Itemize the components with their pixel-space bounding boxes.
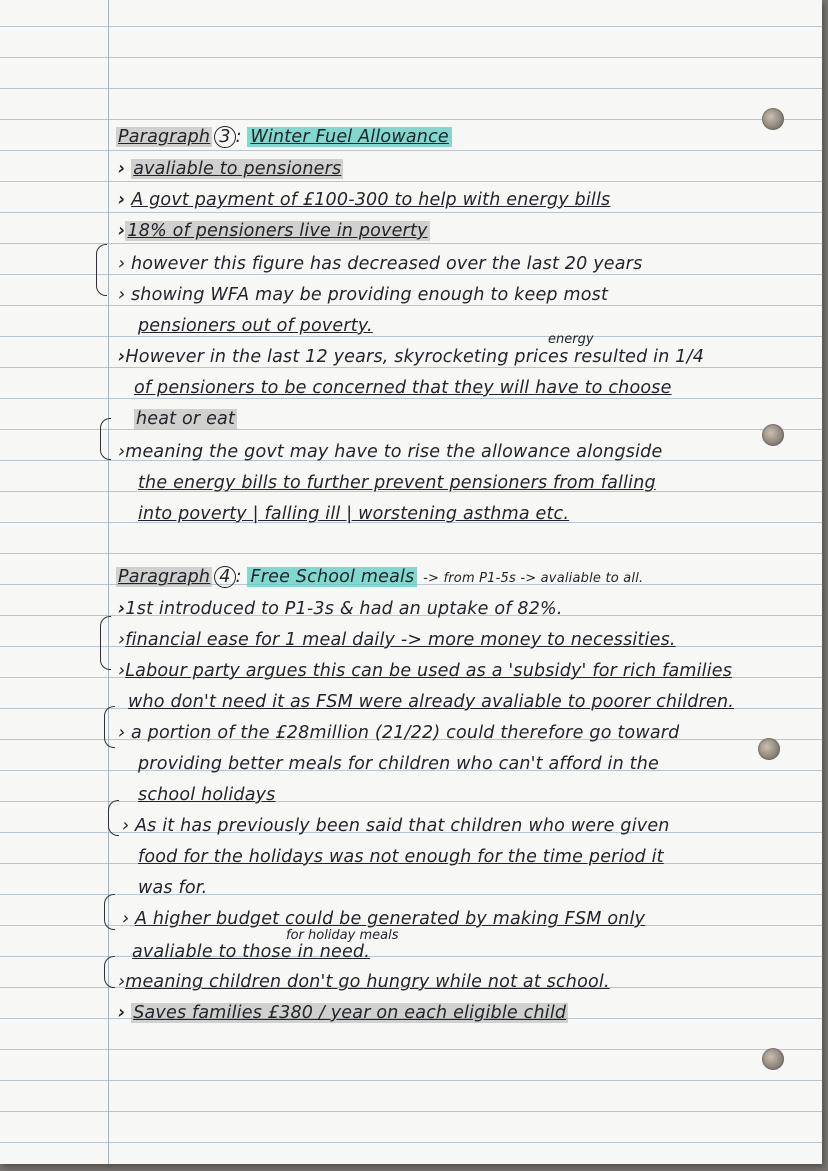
p3-line-9 [134,408,237,430]
bracket [100,616,111,670]
margin-line [108,0,109,1164]
p3-text: However in the last 12 years, skyrocketing prices resulted in 1/4 [125,347,705,367]
p3-line-4: › however this figure has decreased over the last 20 years [118,254,643,274]
p3-line-10: ›meaning the govt may have to rise the allowance alongside [118,442,663,462]
bracket [104,894,115,930]
p3-text: into poverty | falling ill | worstening asthma etc. [138,504,570,524]
p3-text: showing WFA may be providing enough to keep most [130,285,609,305]
p4-text: avaliable to those in need. [132,942,371,962]
p3-text: heat or eat [136,409,236,429]
p4-text: providing better meals for children who can't afford in the [138,754,659,774]
p4-text: food for the holidays was not enough for the time period it [138,847,664,867]
p4-text: 1st introduced to P1-3s & had an uptake of 82%. [125,599,563,619]
p4-text: Saves families £380 / year on each eligible child [133,1003,567,1023]
paragraph3-colon: : [235,127,242,147]
p4-line-7 [138,784,276,806]
bracket [108,800,119,836]
paragraph4-title-suffix: -> from P1-5s -> avaliable to all. [423,571,644,586]
punch-hole [758,738,780,760]
p4-text: meaning children don't go hungry while not at school. [125,972,610,992]
p4-text: As it has previously been said that children who were given [134,816,670,836]
paragraph3-number: 3 [214,126,235,148]
bracket [104,956,115,988]
p4-text: A higher budget could be generated by making FSM only [134,909,646,929]
paragraph4-colon: : [235,567,242,587]
p3-text: however this figure has decreased over the last 20 years [130,254,643,274]
p3-text: avaliable to pensioners [133,159,342,179]
p3-text: pensioners out of poverty. [138,316,373,336]
p4-text: Labour party argues this can be used as a 'subsidy' for rich families [125,661,733,681]
p4-text: financial ease for 1 meal daily -> more money to necessities. [125,630,676,650]
p3-line-2: › A govt payment of £100-300 to help with energy bills [118,190,611,210]
paragraph3-label: Paragraph [118,127,211,147]
paragraph4-title: Free School meals [247,567,417,587]
punch-hole [762,108,784,130]
bracket [96,244,107,296]
p3-text: the energy bills to further prevent pensioners from falling [138,473,656,493]
p4-text: school holidays [138,785,276,805]
bracket [100,418,111,460]
p4-line-8: › As it has previously been said that children who were given [122,816,670,836]
paragraph3-heading [116,126,452,148]
paragraph4-heading [116,566,643,590]
p4-line-2: ›financial ease for 1 meal daily -> more money to necessities. [118,630,676,650]
p4-line-14: › Saves families £380 / year on each eligible child [118,1003,567,1023]
punch-hole [762,1048,784,1070]
p4-text: who don't need it as FSM were already avaliable to poorer children. [128,692,735,712]
p4-line-6 [138,753,659,775]
p4-line-10 [138,877,207,899]
punch-hole [762,424,784,446]
bracket [104,706,115,748]
p3-line-11 [138,472,656,494]
p3-line-5: › showing WFA may be providing enough to keep most [118,285,609,305]
p3-line-1: › avaliable to pensioners [118,159,342,179]
p4-line-3: ›Labour party argues this can be used as a 'subsidy' for rich families [118,661,733,681]
paragraph4-number: 4 [214,566,235,588]
p3-text: A govt payment of £100-300 to help with energy bills [131,190,611,210]
p3-line-6 [138,315,373,337]
paragraph3-title: Winter Fuel Allowance [247,127,451,147]
p4-line-13: ›meaning children don't go hungry while not at school. [118,972,610,992]
p3-line-12 [138,503,569,525]
p3-line-7: ›However in the last 12 years, skyrocketing prices resulted in 1/4 [118,347,705,367]
p3-text: meaning the govt may have to rise the allowance alongside [125,442,663,462]
p3-text: of pensioners to be concerned that they will have to choose [134,378,672,398]
p4-text: a portion of the £28million (21/22) could therefore go toward [130,723,680,743]
paragraph4-label: Paragraph [118,567,211,587]
p3-line-8 [134,377,672,399]
insert-energy: energy [548,332,594,347]
p4-text: was for. [138,878,208,898]
p4-line-1: ›1st introduced to P1-3s & had an uptake of 82%. [118,599,563,619]
p3-text: 18% of pensioners live in poverty [127,221,428,241]
p4-line-12 [132,941,370,963]
insert-holiday-meals: for holiday meals [286,928,399,943]
p4-line-4 [128,691,734,713]
p4-line-5: › a portion of the £28million (21/22) could therefore go toward [118,723,680,743]
p4-line-11: › A higher budget could be generated by making FSM only [122,909,646,929]
p3-line-3: › 18% of pensioners live in poverty [118,221,428,241]
p4-line-9 [138,846,664,868]
